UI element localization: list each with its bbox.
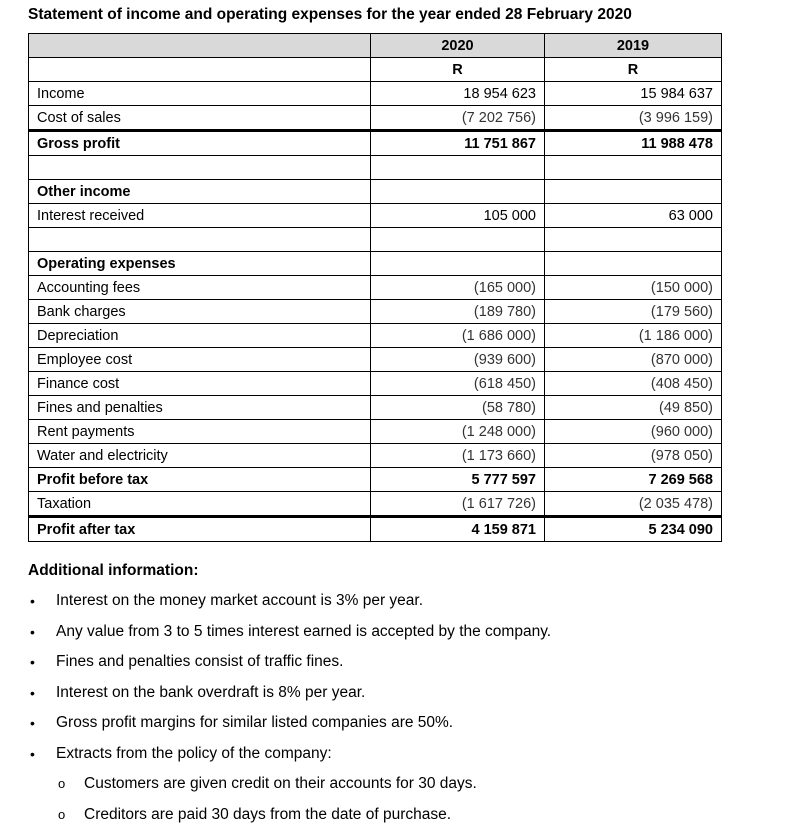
table-row: [29, 300, 722, 324]
value-2020: (165 000): [371, 276, 545, 300]
section-heading: Other income: [29, 180, 371, 204]
list-item: [28, 712, 788, 743]
sub-list-item: [28, 804, 788, 834]
list-item: [28, 682, 788, 713]
list-item-text: Any value from 3 to 5 times interest earned is accepted by the company.: [56, 621, 551, 643]
list-item: [28, 590, 788, 621]
row-label: Bank charges: [29, 300, 371, 324]
bullet-icon: •: [30, 682, 35, 704]
value-2019: (960 000): [545, 420, 722, 444]
table-row: [29, 396, 722, 420]
value-2019: 11 988 478: [545, 131, 722, 156]
list-item: [28, 621, 788, 652]
value-2019: 63 000: [545, 204, 722, 228]
row-label: Depreciation: [29, 324, 371, 348]
value-2020: (1 686 000): [371, 324, 545, 348]
spacer-row: [29, 228, 722, 252]
value-2020: 4 159 871: [371, 517, 545, 542]
header-currency-2020: R: [371, 58, 545, 82]
row-label: Employee cost: [29, 348, 371, 372]
value-2020: 11 751 867: [371, 131, 545, 156]
table-row: [29, 82, 722, 106]
value-2020: (939 600): [371, 348, 545, 372]
value-2020: 5 777 597: [371, 468, 545, 492]
list-item-text: Interest on the bank overdraft is 8% per year.: [56, 682, 365, 704]
row-label: Rent payments: [29, 420, 371, 444]
sub-bullet-icon: o: [58, 804, 65, 826]
list-item-text: Interest on the money market account is 3% per year.: [56, 590, 423, 612]
bullet-icon: •: [30, 651, 35, 673]
row-label: Accounting fees: [29, 276, 371, 300]
row-label: Profit before tax: [29, 468, 371, 492]
additional-info-list: [28, 590, 788, 834]
table-row: [29, 492, 722, 517]
value-2019: (978 050): [545, 444, 722, 468]
value-2019: (3 996 159): [545, 106, 722, 131]
list-item-text: Extracts from the policy of the company:: [56, 743, 332, 765]
table-row: [29, 204, 722, 228]
header-year-2020: 2020: [371, 34, 545, 58]
value-2019: (1 186 000): [545, 324, 722, 348]
statement-title: Statement of income and operating expenses for the year ended 28 February 2020: [28, 6, 632, 24]
row-label: Interest received: [29, 204, 371, 228]
row-label: Fines and penalties: [29, 396, 371, 420]
table-row: [29, 517, 722, 542]
section-heading: Operating expenses: [29, 252, 371, 276]
value-2020: (618 450): [371, 372, 545, 396]
spacer-row: [29, 156, 722, 180]
value-2020: (1 617 726): [371, 492, 545, 517]
header-year-2019: 2019: [545, 34, 722, 58]
value-2019: (179 560): [545, 300, 722, 324]
bullet-icon: •: [30, 590, 35, 612]
value-2019: 7 269 568: [545, 468, 722, 492]
row-label: Gross profit: [29, 131, 371, 156]
header-currency-2019: R: [545, 58, 722, 82]
list-item-text: Fines and penalties consist of traffic fines.: [56, 651, 343, 673]
table-row: [29, 444, 722, 468]
list-item-text: Gross profit margins for similar listed companies are 50%.: [56, 712, 453, 734]
bullet-icon: •: [30, 712, 35, 734]
sub-bullet-icon: o: [58, 773, 65, 795]
value-2020: (7 202 756): [371, 106, 545, 131]
table-row: [29, 324, 722, 348]
value-2019: (870 000): [545, 348, 722, 372]
table-row: [29, 348, 722, 372]
header-year-row: [29, 34, 722, 58]
value-2019: (2 035 478): [545, 492, 722, 517]
value-2019: 15 984 637: [545, 82, 722, 106]
section-heading-row: [29, 252, 722, 276]
table-row: [29, 131, 722, 156]
row-label: Finance cost: [29, 372, 371, 396]
bullet-icon: •: [30, 621, 35, 643]
value-2020: (1 248 000): [371, 420, 545, 444]
table-row: [29, 468, 722, 492]
value-2020: (189 780): [371, 300, 545, 324]
section-heading-row: [29, 180, 722, 204]
table-row: [29, 276, 722, 300]
value-2019: 5 234 090: [545, 517, 722, 542]
table-row: [29, 106, 722, 131]
header-currency-row: [29, 58, 722, 82]
sub-list-item: [28, 773, 788, 804]
value-2019: (408 450): [545, 372, 722, 396]
row-label: Income: [29, 82, 371, 106]
value-2020: (58 780): [371, 396, 545, 420]
table-row: [29, 372, 722, 396]
value-2020: (1 173 660): [371, 444, 545, 468]
row-label: Taxation: [29, 492, 371, 517]
list-item: [28, 651, 788, 682]
header-blank-cell: [29, 58, 371, 82]
bullet-icon: •: [30, 743, 35, 765]
list-item-text: Creditors are paid 30 days from the date of purchase.: [84, 804, 451, 826]
value-2019: (49 850): [545, 396, 722, 420]
list-item-text: Customers are given credit on their accounts for 30 days.: [84, 773, 477, 795]
header-blank-cell: [29, 34, 371, 58]
value-2019: (150 000): [545, 276, 722, 300]
list-item: [28, 743, 788, 774]
table-row: [29, 420, 722, 444]
row-label: Cost of sales: [29, 106, 371, 131]
row-label: Profit after tax: [29, 517, 371, 542]
row-label: Water and electricity: [29, 444, 371, 468]
income-statement-table: [28, 33, 722, 542]
additional-info-heading: Additional information:: [28, 562, 198, 580]
value-2020: 105 000: [371, 204, 545, 228]
value-2020: 18 954 623: [371, 82, 545, 106]
